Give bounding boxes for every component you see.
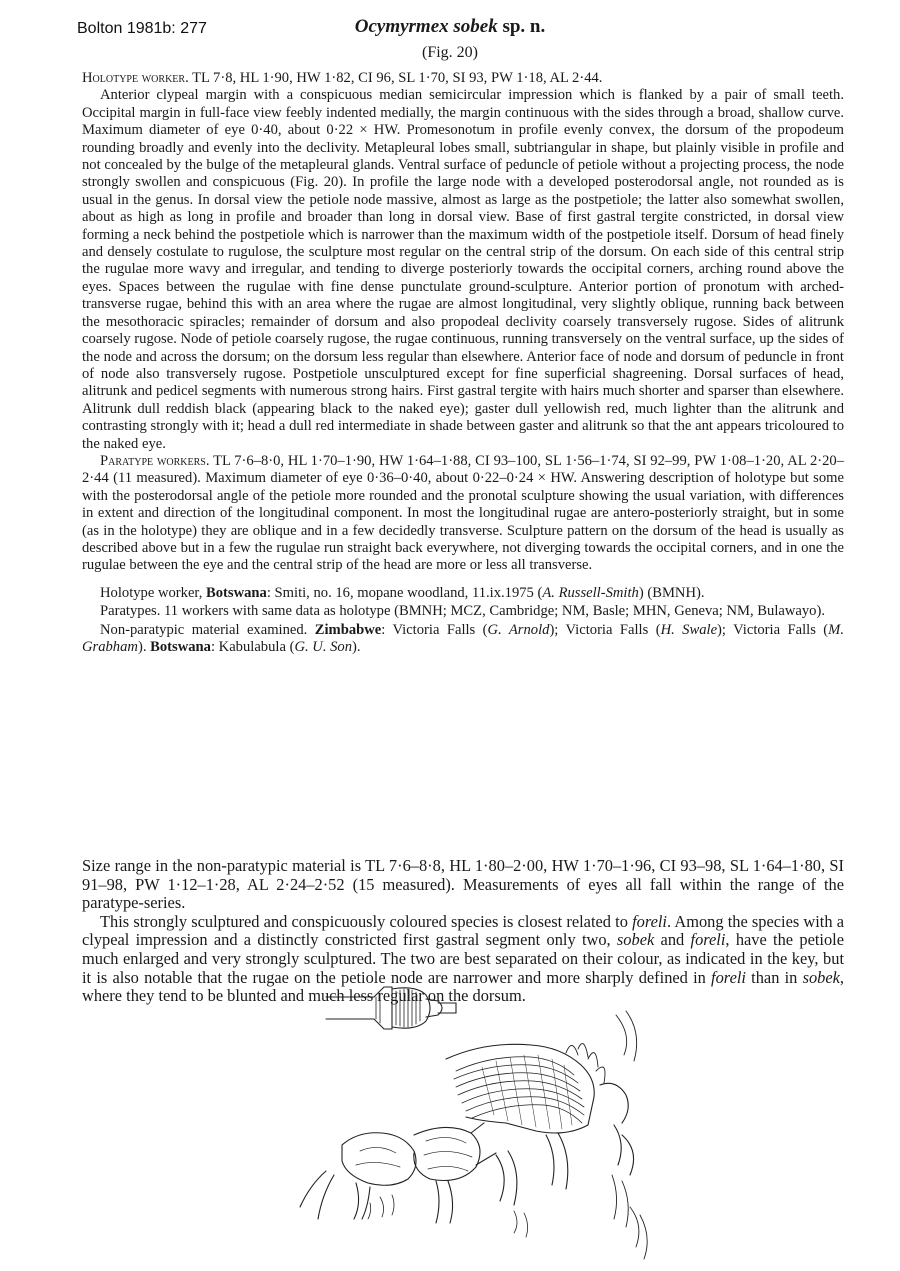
holotype-heading: Holotype worker. <box>82 70 189 86</box>
holotype-measurements: TL 7·8, HL 1·90, HW 1·82, CI 96, SL 1·70, SI 93, PW 1·18, AL 2·44. <box>188 70 603 86</box>
country-zimbabwe: Zimbabwe <box>314 621 382 638</box>
country-botswana: Botswana <box>206 584 267 601</box>
species-name: Ocymyrmex sobek <box>354 16 498 37</box>
comparison-paragraph: This strongly sculptured and conspicuously coloured species is closest related to foreli. Among the species with a clypeal impression and a distinctly constricted first gastral segment only two, sobek and foreli, have the petiole much enlarged and very strongly sculptured. The two are best separated on their colour, as indicated in the key, but it is also notable that the rugae on the petiole node are narrower and more sharply defined in foreli than in sobek, where they tend to be blunted and much less regular on the dorsum. <box>82 911 844 1006</box>
size-range-paragraph: Size range in the non-paratypic material is TL 7·6–8·8, HL 1·80–2·00, HW 1·70–1·96, CI 93–98, SL 1·64–1·80, SI 91–98, PW 1·12–1·28, AL 2·24–2·52 (15 measured). Measurements of eyes all fall within the range of the paratype-series. <box>82 856 844 913</box>
paratypes-material: Paratypes. 11 workers with same data as holotype (BMNH; MCZ, Cambridge; NM, Basle; MHN, Geneva; NM, Bulawayo). <box>100 603 825 620</box>
profile-body-drawing <box>300 1011 647 1259</box>
paratype-measurements: TL 7·6–8·0, HL 1·70–1·90, HW 1·64–1·88, CI 93–100, SL 1·56–1·74, SI 92–99, PW 1·08–1·20, AL 2·20–2·44 (11 measured). Maximum diameter of eye 0·36–0·40, about 0·22–0·24 × HW. <box>82 452 845 487</box>
species-status: sp. n. <box>497 16 546 37</box>
citation-reference: Bolton 1981b: 277 <box>77 20 207 37</box>
nonparatypic-material: Non-paratypic material examined. Zimbabwe: Victoria Falls (G. Arnold); Victoria Falls (H. Swale); Victoria Falls (M. Grabham). Botswana: Kabulabula (G. U. Son). <box>82 621 844 655</box>
dorsal-pedicel-drawing <box>326 987 456 1029</box>
country-botswana-2: Botswana <box>150 639 211 655</box>
paratype-description: Answering description of holotype but some with the posterodorsal angle of the petiole more rounded and the pronotal sculpture showing the usual variation, with differences in extent and direction of the longitudinal component. In most the longitudinal rugae are antero-posteriorly straight, but in some (as in the holotype) they are oblique and in a few decidedly transverse. Sculpture pattern on the dorsum of the head is usually as described above but in a few the rugulae run straight back everywhere, not diverging towards the occipital corners, and in one the rugulae between the eye and the central strip of the head are more or less all transverse. <box>82 470 844 574</box>
collector-name: A. Russell-Smith <box>542 584 639 601</box>
paratype-heading: Paratype workers. <box>100 452 210 469</box>
holotype-measurements-paragraph <box>82 70 844 87</box>
holotype-material: Holotype worker, Botswana: Smiti, no. 16, mopane woodland, 11.ix.1975 (A. Russell-Smith) (BMNH). <box>100 584 705 601</box>
ant-illustration <box>296 975 656 1265</box>
species-title <box>0 16 900 38</box>
material-section <box>82 585 844 657</box>
holotype-description: Anterior clypeal margin with a conspicuous median semicircular impression which is flanked by a pair of small teeth. Occipital margin in full-face view feebly indented medially, the margin continuous with the sides through a broad, shallow curve. Maximum diameter of eye 0·40, about 0·22 × HW. Promesonotum in profile evenly convex, the dorsum of the propodeum rounding broadly and evenly into the declivity. Metapleural lobes small, subtriangular in shape, but plainly visible in profile and not concealed by the bulge of the metapleural glands. Ventral surface of peduncle of petiole without a projecting process, the node strongly swollen and conspicuous (Fig. 20). In profile the large node with a developed posterodorsal angle, not rounded as is usual in the genus. In dorsal view the petiole node massive, almost as large as the postpetiole; the latter also somewhat swollen, about as high as long in profile and broader than long in dorsal view. Base of first gastral tergite constricted, in dorsal view forming a neck behind the postpetiole which is narrower than the maximum width of the postpetiole itself. Dorsum of head finely and densely costulate to rugulose, the sculpture most regular on the central strip of the dorsum. On each side of this central strip the rugulae more wavy and irregular, and tending to diverge posteriorly towards the occipital corners, arching round above the eyes. Spaces between the rugulae with fine dense punctulate ground-sculpture. Anterior portion of pronotum with arched-transverse rugae, behind this with an area where the rugae are almost longitudinal, very slightly oblique, running back between the mesothoracic spiracles; remainder of dorsum and also propodeal declivity coarsely transversely rugose. Sides of alitrunk coarsely rugose. Node of petiole coarsely rugose, the rugae continuous, running transversely on the ventral surface, up the sides of the node and across the dorsum; on the dorsum less regular than elsewhere. Anterior face of node and dorsum of peduncle in front of node also transversely rugose. Postpetiole unsculptured except for fine superficial shagreening. Dorsal surfaces of head, alitrunk and pedicel segments with numerous strong hairs. First gastral tergite with hairs much shorter and sparser than elsewhere. Alitrunk dull reddish black (appearing black to the naked eye); gaster dull yellowish red, much lighter than the alitrunk and contrasting strongly with it; head a dull red intermediate in shade between gaster and alitrunk so that the ant appears tricoloured to the naked eye. <box>82 87 844 452</box>
paratype-paragraph <box>82 453 844 575</box>
description-section <box>82 70 844 657</box>
figure-reference: (Fig. 20) <box>422 44 478 61</box>
